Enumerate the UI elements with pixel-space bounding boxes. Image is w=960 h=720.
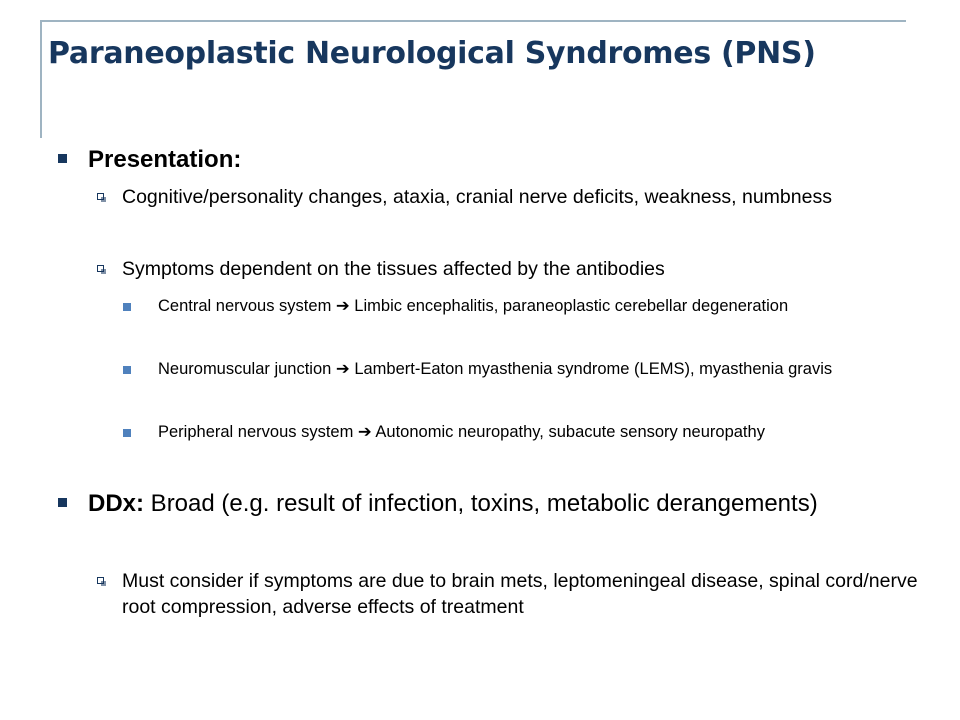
tissue-item-3 bbox=[158, 421, 918, 444]
ddx-label: DDx: bbox=[88, 490, 145, 517]
bullet-presentation bbox=[88, 144, 928, 175]
square-bullet-icon bbox=[123, 303, 131, 311]
checkbox-bullet-icon bbox=[97, 193, 104, 200]
presentation-item-text: Cognitive/personality changes, ataxia, cranial nerve deficits, weakness, numbness bbox=[122, 186, 832, 208]
checkbox-bullet-icon bbox=[97, 265, 104, 272]
square-bullet-icon bbox=[58, 154, 67, 163]
ddx-item-1 bbox=[122, 568, 922, 620]
presentation-heading: Presentation: bbox=[88, 146, 242, 173]
tissue-item-1 bbox=[158, 295, 918, 318]
presentation-item-text: Symptoms dependent on the tissues affected by the antibodies bbox=[122, 258, 665, 280]
ddx-item-text: Must consider if symptoms are due to brain mets, leptomeningeal disease, spinal cord/nerve root compression, adverse effects of treatment bbox=[122, 570, 918, 618]
bullet-ddx bbox=[88, 488, 928, 519]
square-bullet-icon bbox=[123, 429, 131, 437]
tissue-item-text: Central nervous system ➔ Limbic encephalitis, paraneoplastic cerebellar degeneration bbox=[158, 297, 789, 315]
slide-title: Paraneoplastic Neurological Syndromes (PNS) bbox=[48, 36, 816, 71]
ddx-text: Broad (e.g. result of infection, toxins, metabolic derangements) bbox=[144, 490, 818, 517]
presentation-item-1 bbox=[122, 184, 922, 210]
square-bullet-icon bbox=[123, 366, 131, 374]
tissue-item-text: Neuromuscular junction ➔ Lambert-Eaton myasthenia syndrome (LEMS), myasthenia gravis bbox=[158, 360, 833, 378]
tissue-item-text: Peripheral nervous system ➔ Autonomic neuropathy, subacute sensory neuropathy bbox=[158, 423, 765, 441]
checkbox-bullet-icon bbox=[97, 577, 104, 584]
square-bullet-icon bbox=[58, 498, 67, 507]
presentation-item-2 bbox=[122, 256, 922, 282]
tissue-item-2 bbox=[158, 358, 918, 381]
